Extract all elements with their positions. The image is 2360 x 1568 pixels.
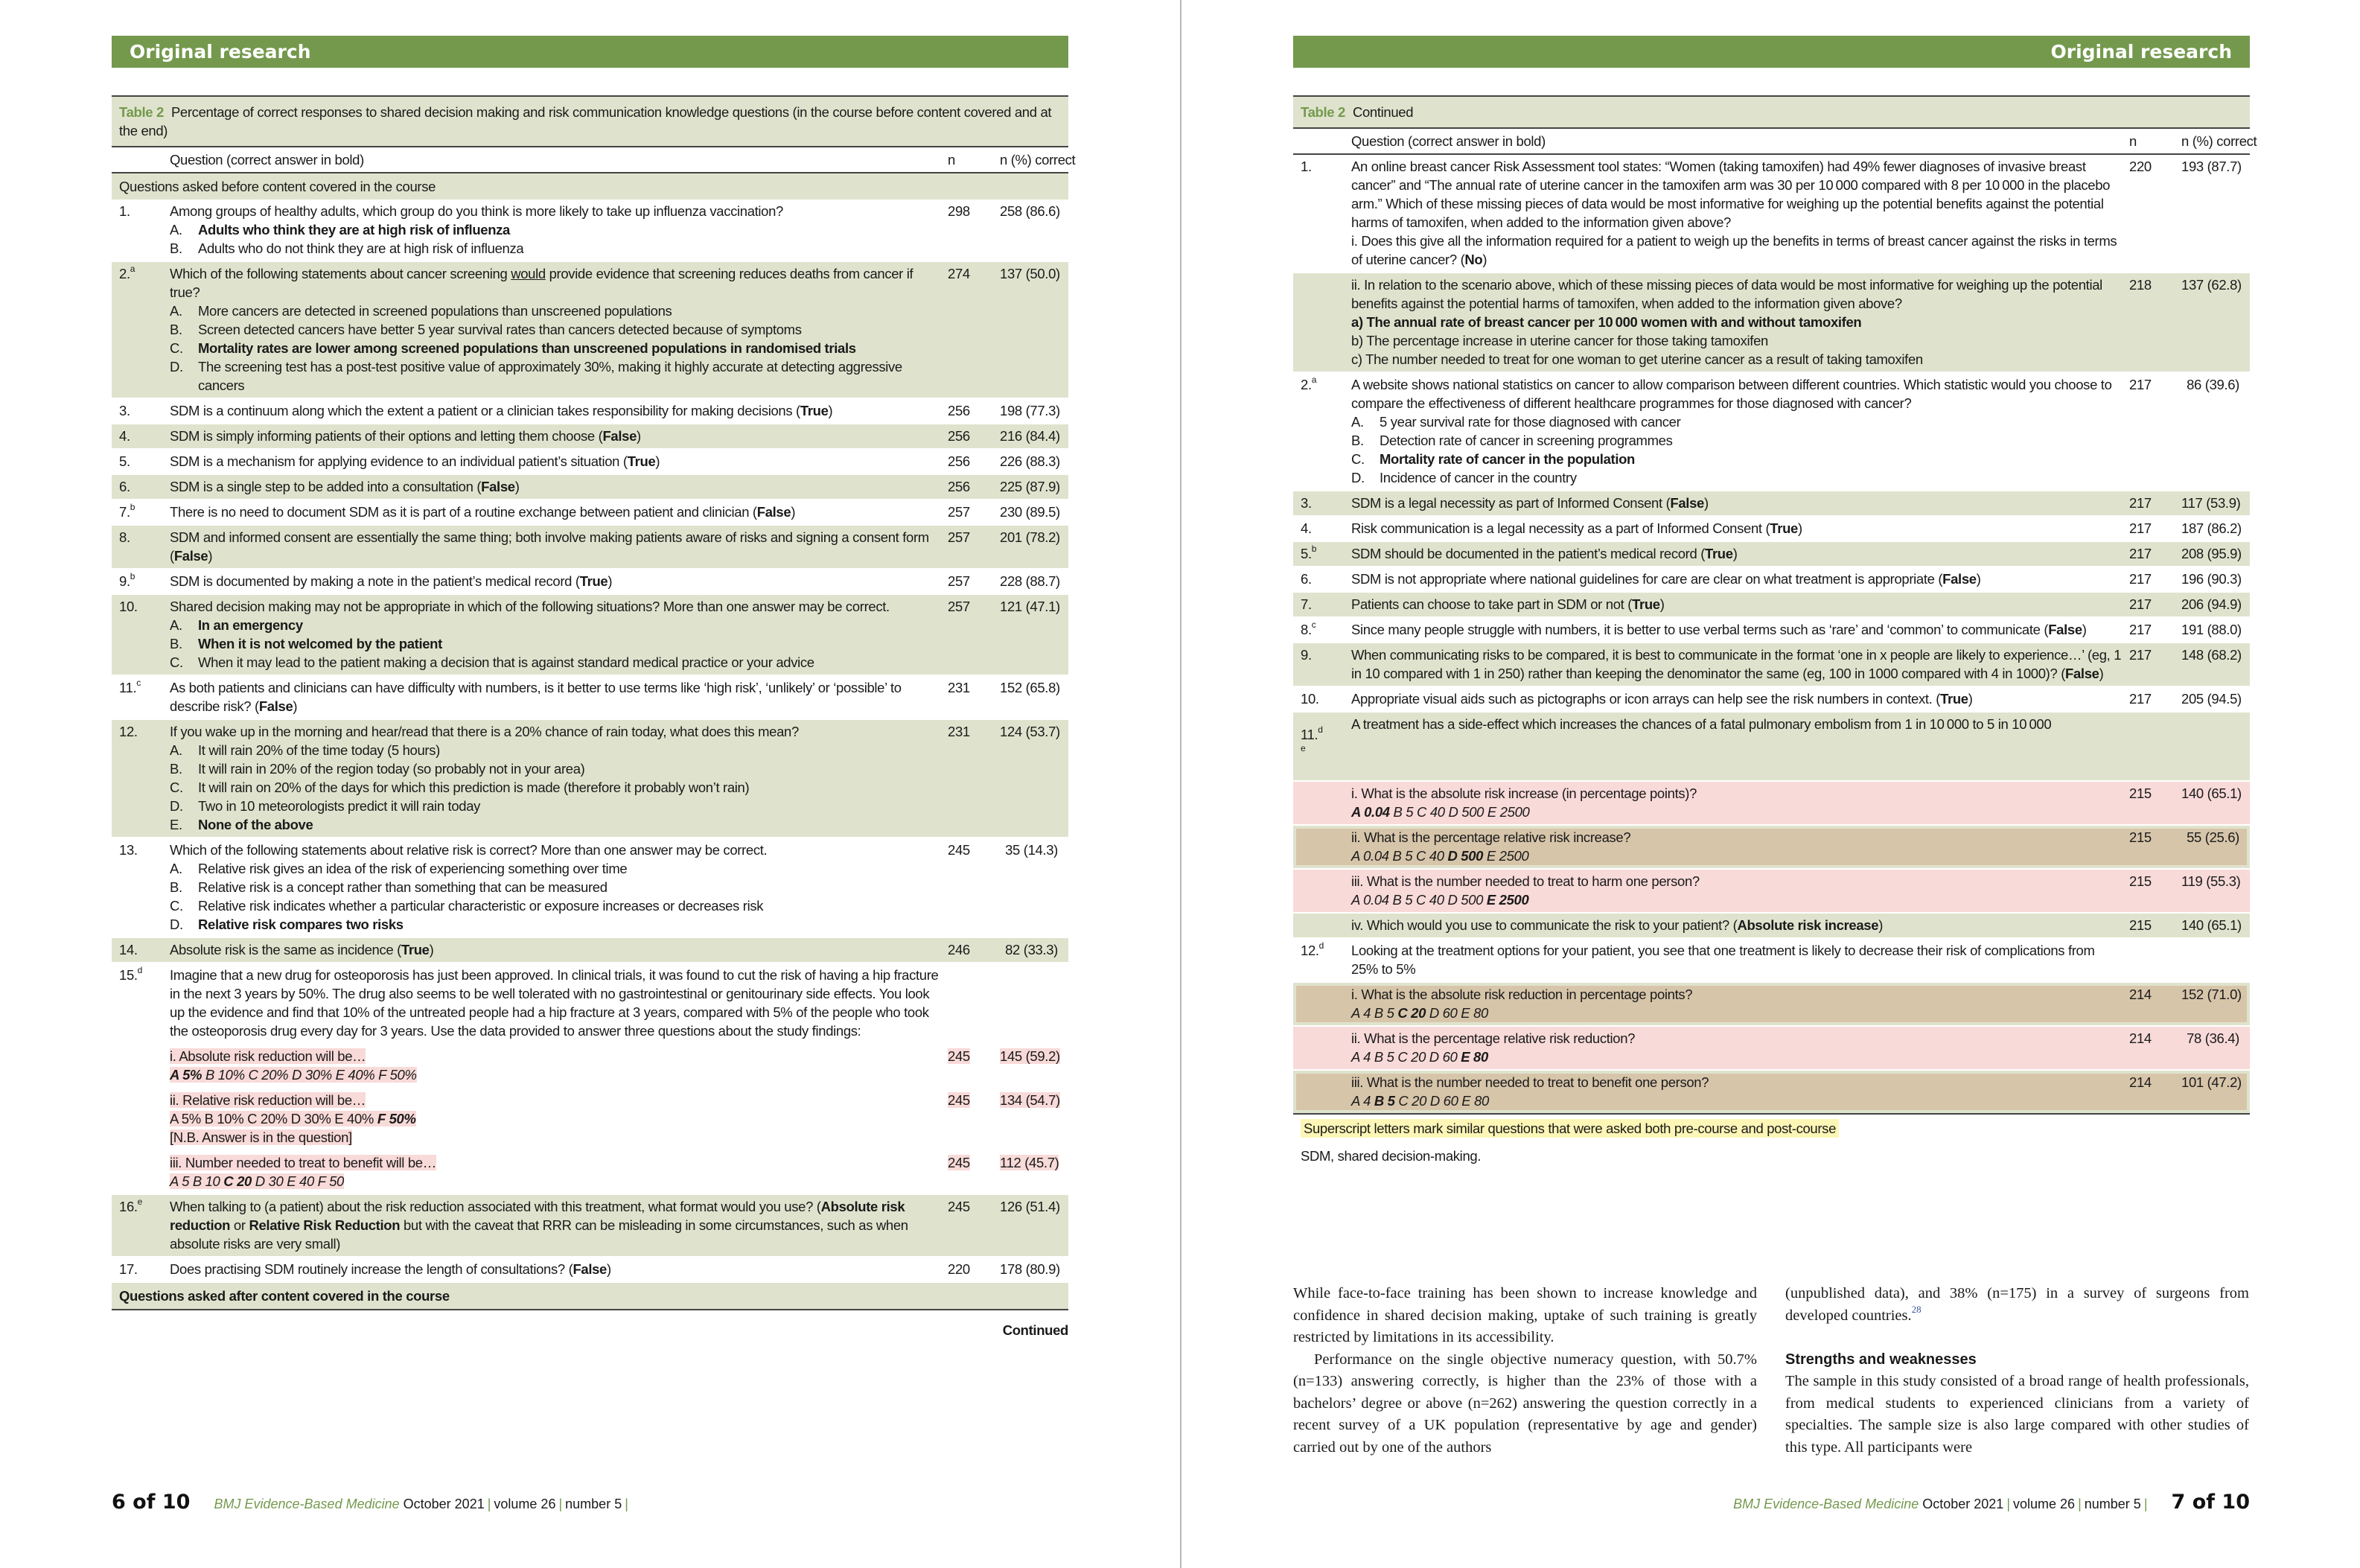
table-row-q12: 12. If you wake up in the morning and hear/read that there is a 20% chance of rain today, what does this mean? A. It will rain 20% of the time today (5 hours) B. It will rain in 20% of the region today (so probably not in your area) C. It will rain on 20% of the days for which this prediction is made (therefore it probably won’t rain) D. Two in 10 meteorologists predict it will rain today E. None of the above 231 124 (53.7) (112, 720, 1068, 838)
table-row-q15: 15.$^d$ Imagine that a new drug for osteoporosis has just been approved. In clinical trials, it was found to cut the risk of having a hip fracture in the next 3 years by 50%. The drug also seems to be well tolerated with no gastrointestinal or genitourinary side effects. You look up the evidence and find that 10% of the untreated people had a hip fracture at 3 years, compared with 5% of the people who took the osteoporosis drug every day for 3 years. Use the data provided to answer three questions about the study findings: (112, 963, 1068, 1045)
page-7 (1293, 0, 2257, 1568)
table-row-q15-i: i. Absolute risk reduction will be… A 5% B 10% C 20% D 30% E 40% F 50% 245 145 (59.2) (112, 1045, 1068, 1089)
table-row-q15-iii: iii. Number needed to treat to benefit will be… A 5 B 10 C 20 D 30 E 40 F 50 245 112 (45.7) (112, 1151, 1068, 1195)
header-question: Question (correct answer in bold) (170, 152, 364, 168)
table-row-q4: 4. SDM is simply informing patients of their options and letting them choose (False) 256 216 (84.4) (112, 424, 1068, 450)
table-row-q5: 5. SDM is a mechanism for applying evidence to an individual patient’s situation (True) 256 226 (88.3) (112, 450, 1068, 475)
table-row-q15-ii: ii. Relative risk reduction will be… A 5% B 10% C 20% D 30% E 40% F 50% [N.B. Answer is in the question] 245 134 (54.7) (112, 1089, 1068, 1151)
header-n: n (2129, 133, 2137, 149)
table-row-q7: 7. Patients can choose to take part in SDM or not (True) 217 206 (94.9) (1293, 593, 2250, 618)
table-row-q2: 2.$^a$ Which of the following statements about cancer screening would provide evidence that screening reduces deaths from cancer if true? A. More cancers are detected in screened populations than unscreened populations B. Screen detected cancers have better 5 year survival rates than cancers detected because of symptoms C. Mortality rates are lower among screened populations than unscreened populations in randomised trials D. The screening test has a post-test positive value of approximately 30%, making it highly accurate at detecting aggressive cancers 274 137 (50.0) (112, 262, 1068, 399)
article-body (1293, 1283, 2250, 1459)
table-footnote-superscripts: Superscript letters mark similar questions that were asked both pre-course and post-course (1301, 1119, 1839, 1138)
table-row-q3: 3. SDM is a continuum along which the extent a patient or a clinician takes responsibility for making decisions (True) 256 198 (77.3) (112, 399, 1068, 424)
table-row-q4: 4. Risk communication is a legal necessity as a part of Informed Consent (True) 217 187 (86.2) (1293, 517, 2250, 542)
journal-name: BMJ Evidence-Based Medicine (1733, 1497, 1919, 1511)
issue-date: October 2021 (403, 1497, 485, 1511)
table-row-q9: 9. When communicating risks to be compared, it is best to communicate in the format ‘one in x people are likely to experience…’ (eg, 1 in 10 compared with 1 in 250) rather than keeping the denominator the same (eg, 100 in 1000 compared with 4 in 1000)? (False) 217 148 (68.2) (1293, 643, 2250, 687)
issue-date: October 2021 (1922, 1497, 2004, 1511)
table-row-q12-i: i. What is the absolute risk reduction in percentage points? A 4 B 5 C 20 D 60 E 80 214 152 (71.0) (1293, 983, 2250, 1027)
journal-name: BMJ Evidence-Based Medicine (214, 1497, 400, 1511)
table-row-q8: 8. SDM and informed consent are essentially the same thing; both involve making patients aware of risks and signing a consent form (False) 257 201 (78.2) (112, 526, 1068, 570)
section-heading: Strengths and weaknesses (1785, 1351, 1977, 1368)
table-row-q9: 9.$^b$ SDM is documented by making a note in the patient’s medical record (True) 257 228 (88.7) (112, 570, 1068, 595)
table-row-q13: 13. Which of the following statements about relative risk is correct? More than one answer may be correct. A. Relative risk gives an idea of the risk of experiencing something over time B. Relative risk is a concept rather than something that can be measured C. Relative risk indicates whether a particular characteristic or exposure increases or decreases risk D. Relative risk compares two risks 245 35 (14.3) (112, 838, 1068, 938)
section-before-course: Questions asked before content covered in the course (112, 173, 1068, 200)
table-row-q6: 6. SDM is a single step to be added into a consultation (False) 256 225 (87.9) (112, 475, 1068, 500)
header-correct: n (%) correct (2181, 133, 2257, 149)
section-banner: Original research (1293, 36, 2250, 68)
reference-link[interactable]: 28 (1911, 1303, 1922, 1315)
table-row-q11-iii: iii. What is the number needed to treat to harm one person? A 0.04 B 5 C 40 D 500 E 2500 215 119 (55.3) (1293, 870, 2250, 914)
table-row-q1: 1. An online breast cancer Risk Assessment tool states: “Women (taking tamoxifen) had 49% fewer diagnoses of invasive breast cancer” and “The annual rate of uterine cancer in the tamoxifen arm was 30 per 10 000 compared with 8 per 10 000 in the placebo arm.” Which of these missing pieces of data would be most informative for weighing up the potential benefits against the potential harms of tamoxifen, when added to the information given above? i. Does this give all the information required for a patient to weigh up the benefits in terms of breast cancer against the risks in terms of uterine cancer? (No) 220 193 (87.7) (1293, 155, 2250, 273)
table-row-q1-ii: ii. In relation to the scenario above, which of these missing pieces of data would be most informative for weighing up the potential benefits against the potential harms of tamoxifen, when added to the information given above? a) The annual rate of breast cancer per 10 000 women with and without tamoxifen b) The percentage increase in uterine cancer for those taking tamoxifen c) The number needed to treat for one woman to get uterine cancer as a result of taking tamoxifen 218 137 (62.8) (1293, 273, 2250, 373)
table-caption-text: Continued (1352, 104, 1414, 120)
table-caption (112, 95, 1068, 146)
volume: volume 26 (494, 1497, 556, 1511)
page-footer: BMJ Evidence-Based Medicine October 2021 | volume 26 | number 5 | 7 of 10 (1733, 1491, 2250, 1514)
table-header (112, 146, 1076, 173)
table-row-q6: 6. SDM is not appropriate where national guidelines for care are clear on what treatment is appropriate (False) 217 196 (90.3) (1293, 567, 2250, 593)
volume: volume 26 (2013, 1497, 2076, 1511)
table-row-q10: 10. Shared decision making may not be appropriate in which of the following situations? More than one answer may be correct. A. In an emergency B. When it is not welcomed by the patient C. When it may lead to the patient making a decision that is against standard medical practice or your advice 257 121 (47.1) (112, 595, 1068, 676)
table-row-q12: 12.$^d$ Looking at the treatment options for your patient, you see that one treatment is likely to decrease their risk of complications from 25% to 5% (1293, 939, 2250, 983)
table-row-q7: 7.$^b$ There is no need to document SDM as it is part of a routine exchange between patient and clinician (False) 257 230 (89.5) (112, 500, 1068, 526)
body-column-1: While face-to-face training has been shown to increase knowledge and confidence in shared decision making, uptake of such training is greatly restricted by limitations in its accessibility. Performance on the single objective numeracy question, with 50.7% (n=133) answering correctly, is higher than the 23% of those with a bachelors’ degree or above (n=262) answering the question correctly in a recent survey of a UK population (representative by age and gender) carried out by one of the authors (1293, 1285, 1757, 1456)
table-row-q17: 17. Does practising SDM routinely increase the length of consultations? (False) 220 178 (80.9) (112, 1258, 1068, 1283)
body-column-2: (unpublished data), and 38% (n=175) in a survey of surgeons from developed countries.$^{28}$ Strengths and weaknesses The sample in this study consisted of a broad range of health professionals, from medical students to experienced clinicians from a variety of specialties. The sample size is also large compared with other studies of this type. All participants were (1785, 1285, 2249, 1456)
table-row-q11: 11.$^c$ As both patients and clinicians can have difficulty with numbers, is it better to use terms like ‘high risk’, ‘unlikely’ or ‘possible’ to describe risk? (False) 231 152 (65.8) (112, 676, 1068, 720)
page-6 (112, 0, 1076, 1568)
table-row-q11-i: i. What is the absolute risk increase (in percentage points)? A 0.04 B 5 C 40 D 500 E 2500 215 140 (65.1) (1293, 782, 2250, 826)
table-row-q3: 3. SDM is a legal necessity as part of Informed Consent (False) 217 117 (53.9) (1293, 491, 2250, 517)
section-banner: Original research (112, 36, 1068, 68)
table-continued-label: Continued (1002, 1322, 1068, 1338)
page-number: 7 of 10 (2171, 1491, 2250, 1514)
table-caption-text: Percentage of correct responses to shared decision making and risk communication knowledge questions (in the course before content covered and at the end) (119, 104, 1052, 138)
table-row-q8: 8.$^c$ Since many people struggle with numbers, it is better to use verbal terms such as ‘rare’ and ‘common’ to communicate (False) 217 191 (88.0) (1293, 618, 2250, 643)
table-2 (112, 95, 1076, 1339)
table-row-q11: 11.$^d$ $^e$ A treatment has a side-effect which increases the chances of a fatal pulmonary embolism from 1 in 10 000 to 5 in 10 000 (1293, 713, 2250, 782)
page-footer: 6 of 10 BMJ Evidence-Based Medicine October 2021 | volume 26 | number 5 | (112, 1491, 628, 1514)
table-row-q1: 1. Among groups of healthy adults, which group do you think is more likely to take up influenza vaccination? A. Adults who think they are at high risk of influenza B. Adults who do not think they are at high risk of influenza 298 258 (86.6) (112, 200, 1068, 262)
table-label: Table 2 (119, 104, 164, 120)
header-correct: n (%) correct (1000, 152, 1076, 168)
header-n: n (948, 152, 955, 168)
issue-number: number 5 (2084, 1497, 2141, 1511)
page-divider (1180, 0, 1181, 1568)
header-question: Question (correct answer in bold) (1351, 133, 1546, 149)
table-row-q2: 2.$^a$ A website shows national statistics on cancer to allow comparison between different countries. Which statistic would you choose to compare the effectiveness of different healthcare programmes for those diagnosed with cancer? A. 5 year survival rate for those diagnosed with cancer B. Detection rate of cancer in screening programmes C. Mortality rate of cancer in the population D. Incidence of cancer in the country 217 86 (39.6) (1293, 373, 2250, 491)
table-header (1293, 127, 2257, 155)
section-after-course: Questions asked after content covered in the course (112, 1283, 1068, 1310)
page-number: 6 of 10 (112, 1491, 191, 1514)
table-label: Table 2 (1301, 104, 1345, 120)
table-row-q16: 16.$^e$ When talking to (a patient) about the risk reduction associated with this treatment, what format would you use? (Absolute risk reduction or Relative Risk Reduction but with the caveat that RRR can be misleading in some circumstances, such as when absolute risks are very small) 245 126 (51.4) (112, 1195, 1068, 1258)
table-row-q10: 10. Appropriate visual aids such as pictographs or icon arrays can help see the risk numbers in context. (True) 217 205 (94.5) (1293, 687, 2250, 713)
table-2-continued (1293, 95, 2257, 1170)
table-row-q11-ii: ii. What is the percentage relative risk increase? A 0.04 B 5 C 40 D 500 E 2500 215 55 (25.6) (1293, 826, 2250, 870)
table-footnote-abbreviation: SDM, shared decision-making. (1301, 1148, 1482, 1164)
table-row-q5: 5.$^b$ SDM should be documented in the patient’s medical record (True) 217 208 (95.9) (1293, 542, 2250, 567)
table-row-q11-iv: iv. Which would you use to communicate the risk to your patient? (Absolute risk increase) 215 140 (65.1) (1293, 914, 2250, 939)
table-row-q12-iii: iii. What is the number needed to treat to benefit one person? A 4 B 5 C 20 D 60 E 80 214 101 (47.2) (1293, 1071, 2250, 1115)
table-row-q12-ii: ii. What is the percentage relative risk reduction? A 4 B 5 C 20 D 60 E 80 214 78 (36.4) (1293, 1027, 2250, 1071)
table-row-q14: 14. Absolute risk is the same as incidence (True) 246 82 (33.3) (112, 938, 1068, 963)
issue-number: number 5 (565, 1497, 622, 1511)
table-caption (1293, 95, 2250, 127)
